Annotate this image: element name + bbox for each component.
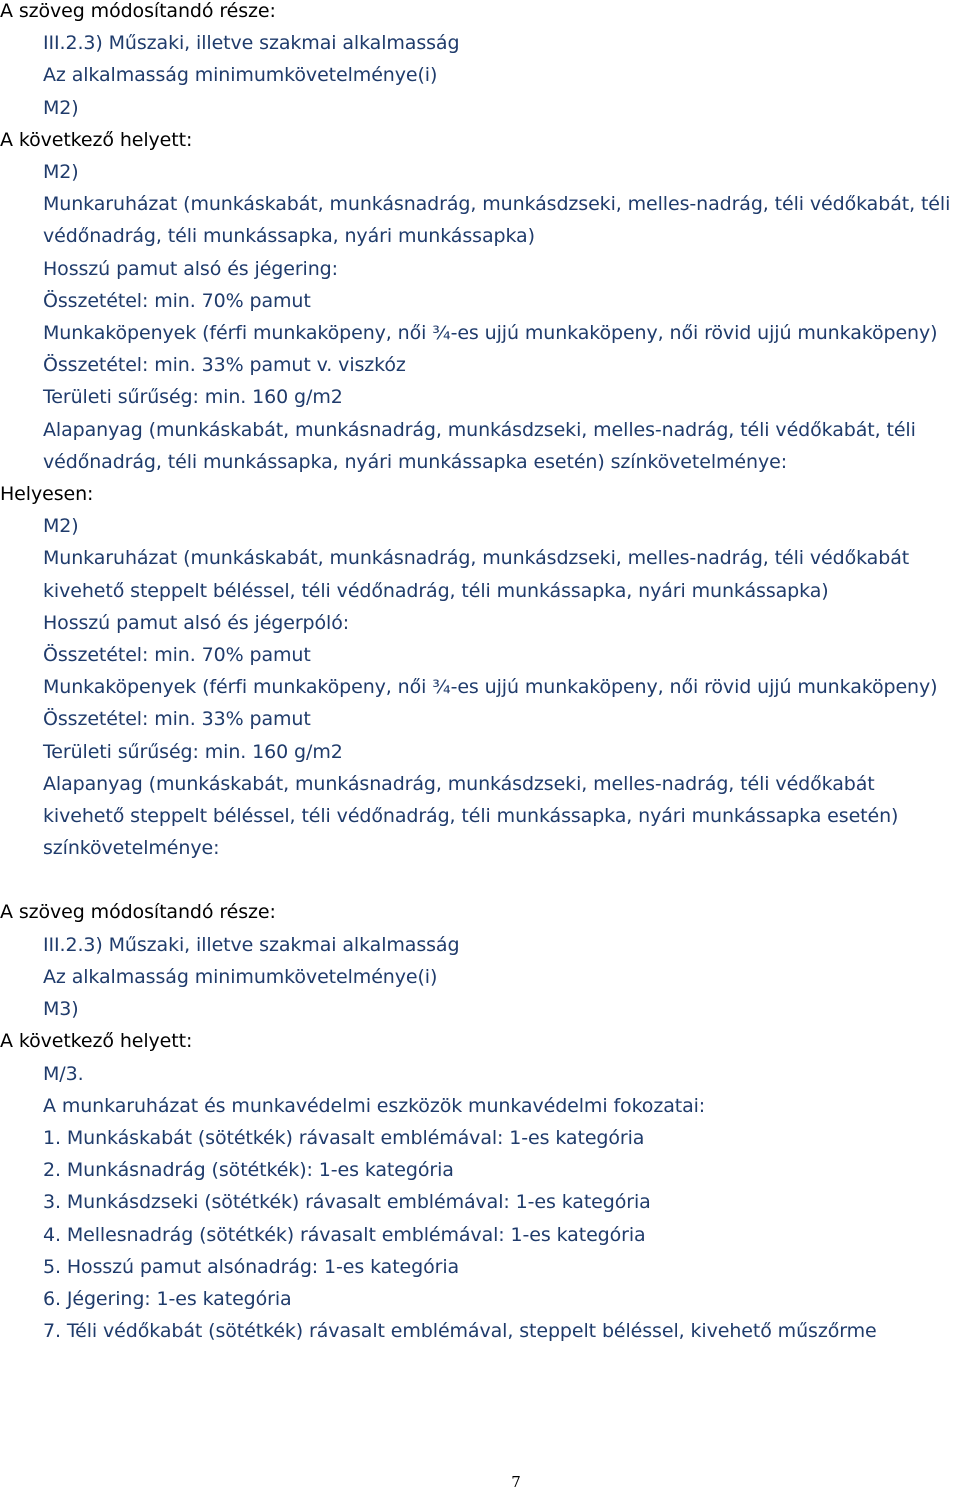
requirement-title: Az alkalmasság minimumkövetelménye(i): [43, 64, 438, 87]
requirement-title: Az alkalmasság minimumkövetelménye(i): [43, 965, 438, 988]
section-reference: III.2.3) Műszaki, illetve szakmai alkalmasság: [43, 32, 460, 55]
requirement-code: M3): [43, 998, 79, 1021]
old-text-line: Összetétel: min. 70% pamut: [43, 289, 311, 312]
old-text-line: Alapanyag (munkáskabát, munkásnadrág, munkásdzseki, melles-nadrág, téli védőkabát, téli védőnadrág, téli munkássapka, nyári munkássapka esetén) színkövetelménye:: [43, 418, 916, 473]
old-text-line: M/3.: [43, 1062, 84, 1085]
section-reference: III.2.3) Műszaki, illetve szakmai alkalmasság: [43, 933, 460, 956]
new-text-line: Alapanyag (munkáskabát, munkásnadrág, munkásdzseki, melles-nadrág, téli védőkabát kivehető steppelt béléssel, téli védőnadrág, téli munkássapka, nyári munkássapka esetén) színkövetelménye:: [43, 772, 899, 860]
heading-instead-of: A következő helyett:: [0, 128, 193, 151]
list-item: 1. Munkáskabát (sötétkék) rávasalt emblémával: 1-es kategória: [43, 1126, 645, 1149]
old-text-line: Munkaköpenyek (férfi munkaköpeny, női ¾-es ujjú munkaköpeny, női rövid ujjú munkaköpeny): [43, 322, 938, 345]
old-text-line: Munkaruházat (munkáskabát, munkásnadrág, munkásdzseki, melles-nadrág, téli védőkabát, téli védőnadrág, téli munkássapka, nyári munkássapka): [43, 193, 951, 248]
requirement-code: M2): [43, 96, 79, 119]
new-text-line: Munkaruházat (munkáskabát, munkásnadrág, munkásdzseki, melles-nadrág, téli védőkabát kivehető steppelt béléssel, téli védőnadrág, téli munkássapka, nyári munkássapka): [43, 547, 910, 602]
list-item: 5. Hosszú pamut alsónadrág: 1-es kategória: [43, 1255, 460, 1278]
old-text-line: A munkaruházat és munkavédelmi eszközök munkavédelmi fokozatai:: [43, 1094, 706, 1117]
new-text-line: Munkaköpenyek (férfi munkaköpeny, női ¾-es ujjú munkaköpeny, női rövid ujjú munkaköpeny): [43, 676, 938, 699]
old-text-line: Összetétel: min. 33% pamut v. viszkóz: [43, 354, 406, 377]
list-item: 7. Téli védőkabát (sötétkék) rávasalt emblémával, steppelt béléssel, kivehető műszőrme: [43, 1320, 877, 1343]
list-item: 3. Munkásdzseki (sötétkék) rávasalt emblémával: 1-es kategória: [43, 1191, 651, 1214]
section-spacer: [0, 864, 960, 896]
new-text-line: M2): [43, 515, 79, 538]
old-text-line: M2): [43, 161, 79, 184]
list-item: 2. Munkásnadrág (sötétkék): 1-es kategória: [43, 1159, 454, 1182]
old-text-line: Területi sűrűség: min. 160 g/m2: [43, 386, 343, 409]
list-item: 4. Mellesnadrág (sötétkék) rávasalt emblémával: 1-es kategória: [43, 1223, 646, 1246]
list-item: 6. Jégering: 1-es kategória: [43, 1287, 292, 1310]
heading-instead-of: A következő helyett:: [0, 1030, 193, 1053]
new-text-line: Területi sűrűség: min. 160 g/m2: [43, 740, 343, 763]
new-text-line: Hosszú pamut alsó és jégerpóló:: [43, 611, 350, 634]
heading-correct: Helyesen:: [0, 483, 94, 506]
new-text-line: Összetétel: min. 33% pamut: [43, 708, 311, 731]
heading-text-to-modify: A szöveg módosítandó része:: [0, 0, 276, 22]
heading-text-to-modify: A szöveg módosítandó része:: [0, 901, 276, 924]
new-text-line: Összetétel: min. 70% pamut: [43, 644, 311, 667]
old-text-line: Hosszú pamut alsó és jégering:: [43, 257, 338, 280]
page-number: 7: [511, 1473, 521, 1491]
